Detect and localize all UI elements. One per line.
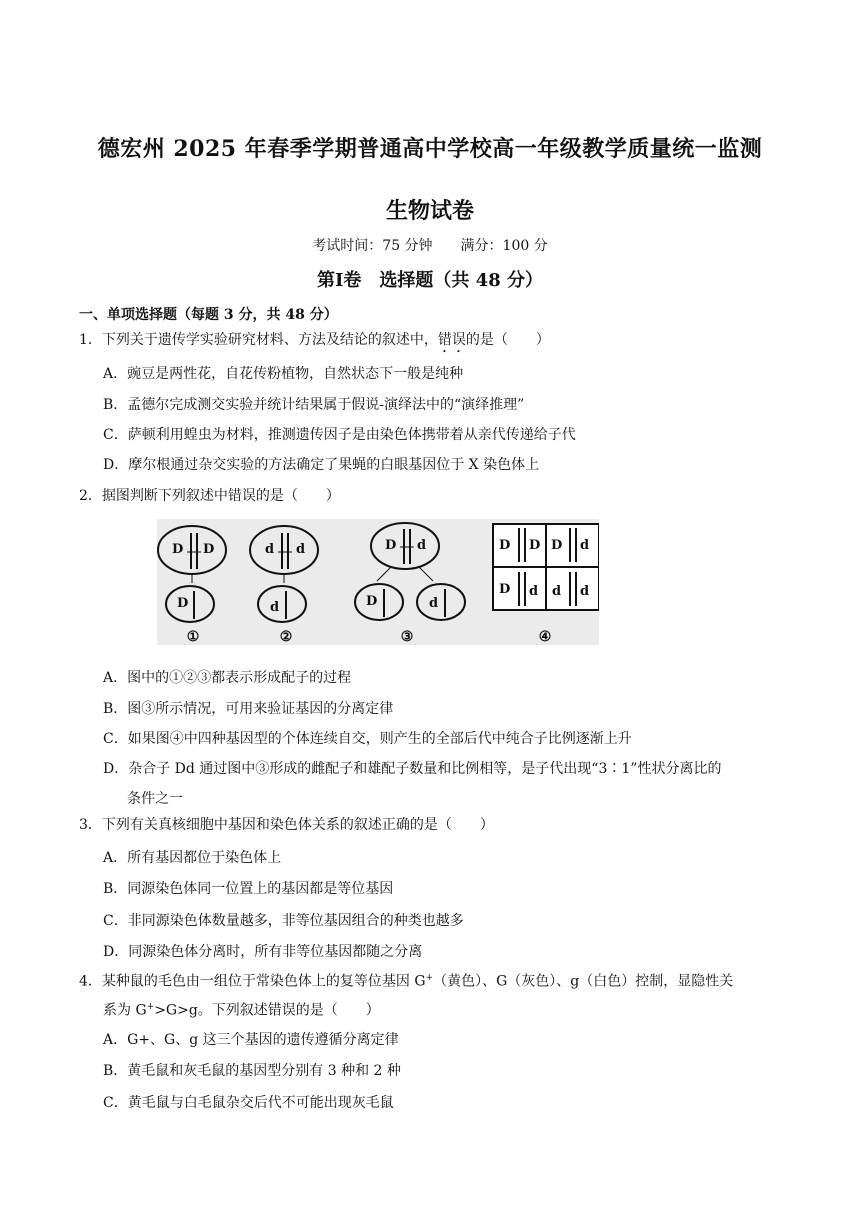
figure-label-1: ① [186,629,200,645]
q3-option-a: A．所有基因都位于染色体上 [103,850,282,866]
q4-superscript-1: + [425,973,434,983]
q3-option-b: B．同源染色体同一位置上的基因都是等位基因 [103,881,394,897]
q4-stem-part-b: （黄色）、G（灰色）、g（白色）控制，显隐性关 [433,973,734,990]
exam-time: 考试时间：75 分钟 [312,238,433,254]
q2-option-d: D．杂合子 Dd 通过图中③形成的雌配子和雄配子数量和比例相等，是子代出现“3∶1”性状分离比的 [103,761,722,777]
figure-label-4: ④ [538,629,552,645]
figure-label-3: ③ [400,629,414,645]
g11-left: D [499,538,511,553]
question-1-stem [79,330,550,356]
question-4-stem-line-2 [103,997,380,1021]
c2-top-left: d [265,542,275,557]
c2-bottom: d [270,600,280,615]
g22-left: d [552,584,562,599]
g21-left: D [499,582,511,597]
q2-option-c: C．如果图④中四种基因型的个体连续自交，则产生的全部后代中纯合子比例逐渐上升 [103,731,632,747]
q4-stem2-part-b: >G>g。下列叙述错误的是（ ） [154,1002,380,1019]
q1-option-a: A．豌豆是两性花，自花传粉植物，自然状态下一般是纯种 [103,366,464,382]
part-heading: 第Ⅰ卷 选择题（共 48 分） [316,270,543,291]
g22-right: d [580,584,590,599]
q4-option-c: C．黄毛鼠与白毛鼠杂交后代不可能出现灰毛鼠 [103,1095,394,1111]
q4-stem2-part-a: 系为 G [103,1002,147,1019]
cell-2-gamete [258,586,306,622]
g12-left: D [551,538,563,553]
genetics-figure [157,519,599,645]
c2-top-right: d [296,542,306,557]
g11-right: D [529,538,541,553]
exam-subject: 生物试卷 [385,198,474,224]
question-2-stem: 2．据图判断下列叙述中错误的是（ ） [79,488,340,504]
q1-option-d: D．摩尔根通过杂交实验的方法确定了果蝇的白眼基因位于 X 染色体上 [103,457,540,473]
g21-right: d [529,584,539,599]
cell-3-gamete-right [417,584,465,620]
c3-bottom-right: d [429,596,439,611]
q2-option-b: B．图③所示情况，可用来验证基因的分离定律 [103,701,394,717]
c1-bottom: D [177,596,189,611]
q1-option-c: C．萨顿利用蝗虫为材料，推测遗传因子是由染色体携带着从亲代传递给子代 [103,427,576,443]
cell-3-gamete-left [355,584,403,620]
q4-option-b: B．黄毛鼠和灰毛鼠的基因型分别有 3 种和 2 种 [103,1063,401,1079]
q1-stem-part-b: 的是（ ） [465,332,550,348]
c3-bottom-left: D [366,594,378,609]
q1-stem-emphasis: 错误 [437,332,466,348]
q1-stem-part-a: 1．下列关于遗传学实验研究材料、方法及结论的叙述中， [79,332,438,348]
q3-option-c: C．非同源染色体数量越多，非等位基因组合的种类也越多 [103,913,464,929]
cell-1-gamete [166,586,214,622]
q1-option-b: B．孟德尔完成测交实验并统计结果属于假说-演绎法中的“演绎推理” [103,397,525,413]
exam-meta [0,235,860,255]
c1-top-left: D [172,542,184,557]
q4-superscript-2: + [146,1002,155,1012]
question-4-stem [79,968,733,992]
exam-score: 满分：100 分 [460,238,548,254]
exam-title: 德宏州 2025 年春季学期普通高中学校高一年级教学质量统一监测 [97,136,763,162]
q2-option-a: A．图中的①②③都表示形成配子的过程 [103,670,352,686]
c3-top-left: D [385,538,397,553]
c1-top-right: D [203,542,215,557]
q4-stem-part-a: 4．某种鼠的毛色由一组位于常染色体上的复等位基因 G [79,973,426,990]
g12-right: d [580,538,590,553]
q3-option-d: D．同源染色体分离时，所有非等位基因都随之分离 [103,944,423,960]
figure-label-2: ② [279,629,293,645]
c3-top-right: d [417,538,427,553]
q4-option-a: A．G+、G、g 这三个基因的遗传遵循分离定律 [103,1032,399,1048]
section-heading: 一、单项选择题（每题 3 分，共 48 分） [79,307,338,323]
q2-option-d-continued: 条件之一 [127,791,183,807]
question-3-stem: 3．下列有关真核细胞中基因和染色体关系的叙述正确的是（ ） [79,817,494,833]
cell-2-parent [250,526,318,574]
